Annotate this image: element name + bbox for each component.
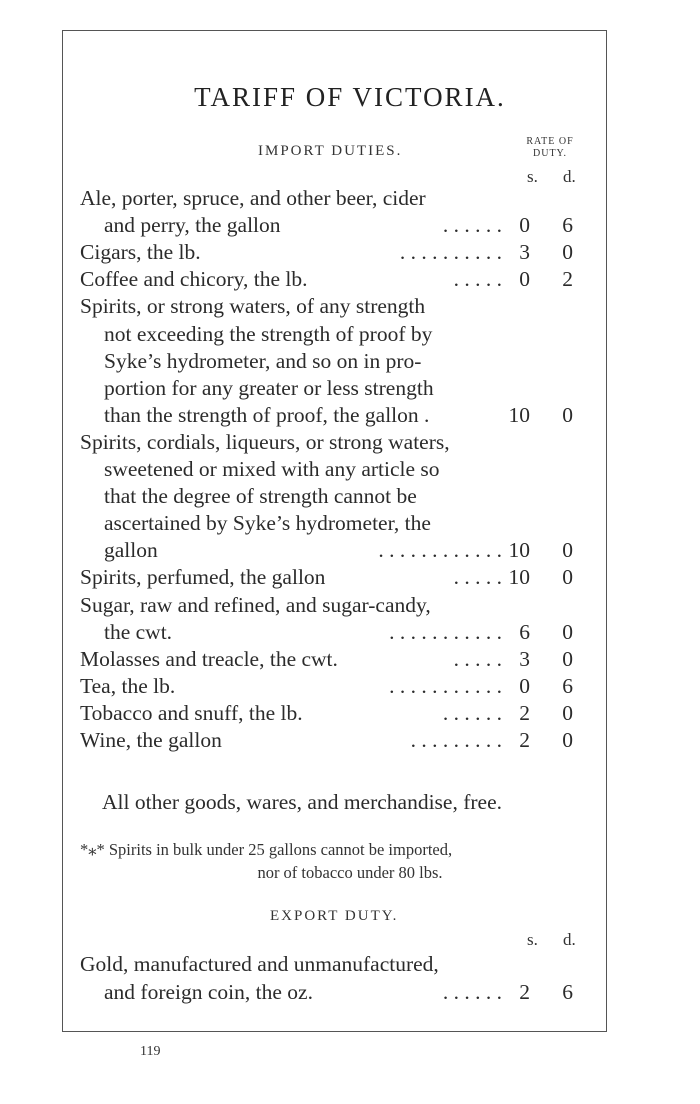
tariff-line-text: ascertained by Syke’s hydrometer, the: [104, 511, 431, 536]
tariff-line-text: Spirits, cordials, liqueurs, or strong waters,: [80, 429, 450, 454]
pence-value: 6: [562, 213, 573, 238]
leader-dots: . . . . . .: [442, 213, 502, 238]
shillings-value: 10: [508, 402, 530, 427]
tariff-line-text: that the degree of strength cannot be: [104, 484, 417, 509]
shillings-value: 0: [519, 213, 530, 238]
tariff-line: [80, 211, 590, 239]
tariff-line-text: Tea, the lb.: [80, 673, 176, 698]
tariff-line: [80, 672, 590, 700]
shillings-value: 3: [519, 240, 530, 265]
pence-value: 0: [562, 619, 573, 644]
all-other-goods-line: All other goods, wares, and merchandise, free.: [102, 790, 502, 814]
export-pence-unit: d.: [563, 930, 576, 949]
footnote-line-1: *⁎* Spirits in bulk under 25 gallons cannot be imported,: [80, 840, 453, 859]
tariff-line: [80, 374, 590, 402]
leader-dots: . . . . . . . . . . .: [389, 619, 502, 644]
tariff-line: [80, 292, 590, 320]
tariff-line: [80, 482, 590, 510]
shillings-value: 6: [519, 619, 530, 644]
pence-value: 0: [562, 240, 573, 265]
pence-value: 6: [562, 980, 573, 1004]
pence-value: 0: [562, 402, 573, 427]
footnote-line-2: nor of tobacco under 80 lbs.: [257, 863, 443, 882]
leader-dots: . . . . . . . . . . . .: [378, 538, 502, 563]
leader-dots: . . . . . . . . . . .: [389, 673, 502, 698]
shillings-value: 10: [508, 538, 530, 563]
tariff-line-text: and perry, the gallon: [104, 213, 281, 238]
tariff-line: [80, 428, 590, 456]
tariff-line-text: sweetened or mixed with any article so: [104, 457, 440, 481]
rate-heading-line2: DUTY.: [533, 148, 567, 159]
shillings-value: 10: [508, 565, 530, 590]
tariff-line-text: not exceeding the strength of proof by: [104, 321, 433, 346]
leader-dots: . . . . . .: [442, 700, 502, 725]
tariff-line: [80, 591, 590, 619]
leader-dots: . . . . . .: [442, 980, 502, 1004]
export-duty-heading: EXPORT DUTY.: [270, 908, 399, 924]
shillings-value: 0: [519, 267, 530, 292]
shillings-value: 0: [519, 673, 530, 698]
pence-value: 0: [562, 728, 573, 752]
rate-of-duty-heading: [518, 136, 582, 160]
leader-dots: . . . . . . . . .: [410, 728, 502, 752]
tariff-line: [80, 401, 590, 429]
tariff-line-text: Cigars, the lb.: [80, 240, 201, 265]
tariff-line-text: gallon: [104, 538, 158, 563]
tariff-line: [80, 563, 590, 591]
shillings-value: 2: [519, 728, 530, 752]
import-duties-heading: IMPORT DUTIES.: [258, 143, 403, 159]
shillings-value: 2: [519, 700, 530, 725]
export-shillings-unit: s.: [527, 930, 538, 949]
tariff-line-text: Sugar, raw and refined, and sugar-candy,: [80, 592, 431, 617]
pence-value: 0: [562, 538, 573, 563]
tariff-line: [80, 699, 590, 727]
shillings-value: 3: [519, 646, 530, 671]
pence-value: 0: [562, 700, 573, 725]
tariff-line: [80, 536, 590, 564]
pence-value: 0: [562, 565, 573, 590]
tariff-line: [80, 265, 590, 293]
leader-dots: . . . . .: [453, 267, 502, 292]
tariff-line-text: Molasses and treacle, the cwt.: [80, 646, 338, 671]
pence-value: 2: [562, 267, 573, 292]
pence-value: 6: [562, 673, 573, 698]
tariff-line: [80, 726, 590, 754]
tariff-line: [80, 509, 590, 537]
tariff-line: [80, 238, 590, 266]
page-number: 119: [140, 1044, 161, 1059]
tariff-line-text: Spirits, or strong waters, of any strength: [80, 294, 426, 319]
tariff-line-text: portion for any greater or less strength: [104, 375, 434, 400]
tariff-line-text: Spirits, perfumed, the gallon: [80, 565, 326, 590]
tariff-line: [80, 978, 590, 1006]
tariff-line: [80, 618, 590, 646]
tariff-line-text: the cwt.: [104, 619, 173, 644]
tariff-line-text: and foreign coin, the oz.: [104, 980, 313, 1004]
tariff-line-text: Coffee and chicory, the lb.: [80, 267, 308, 292]
tariff-line-text: Tobacco and snuff, the lb.: [80, 700, 303, 725]
pence-value: 0: [562, 646, 573, 671]
shillings-unit: s.: [527, 167, 538, 186]
tariff-line-text: than the strength of proof, the gallon .: [104, 402, 430, 427]
tariff-line: [80, 184, 590, 212]
tariff-line: [80, 950, 590, 978]
tariff-line-text: Syke’s hydrometer, and so on in pro-: [104, 348, 422, 373]
rate-heading-line1: RATE OF: [526, 136, 574, 147]
leader-dots: . . . . .: [453, 646, 502, 671]
tariff-line-text: Ale, porter, spruce, and other beer, cider: [80, 186, 426, 210]
leader-dots: . . . . . . . . . .: [399, 240, 502, 265]
tariff-line: [80, 347, 590, 375]
page-title: TARIFF OF VICTORIA.: [194, 82, 506, 112]
tariff-line: [80, 455, 590, 483]
shillings-value: 2: [519, 980, 530, 1004]
pence-unit: d.: [563, 167, 576, 186]
tariff-line-text: Wine, the gallon: [80, 728, 222, 752]
tariff-line: [80, 320, 590, 348]
leader-dots: . . . . .: [453, 565, 502, 590]
tariff-line: [80, 645, 590, 673]
tariff-line-text: Gold, manufactured and unmanufactured,: [80, 952, 439, 976]
